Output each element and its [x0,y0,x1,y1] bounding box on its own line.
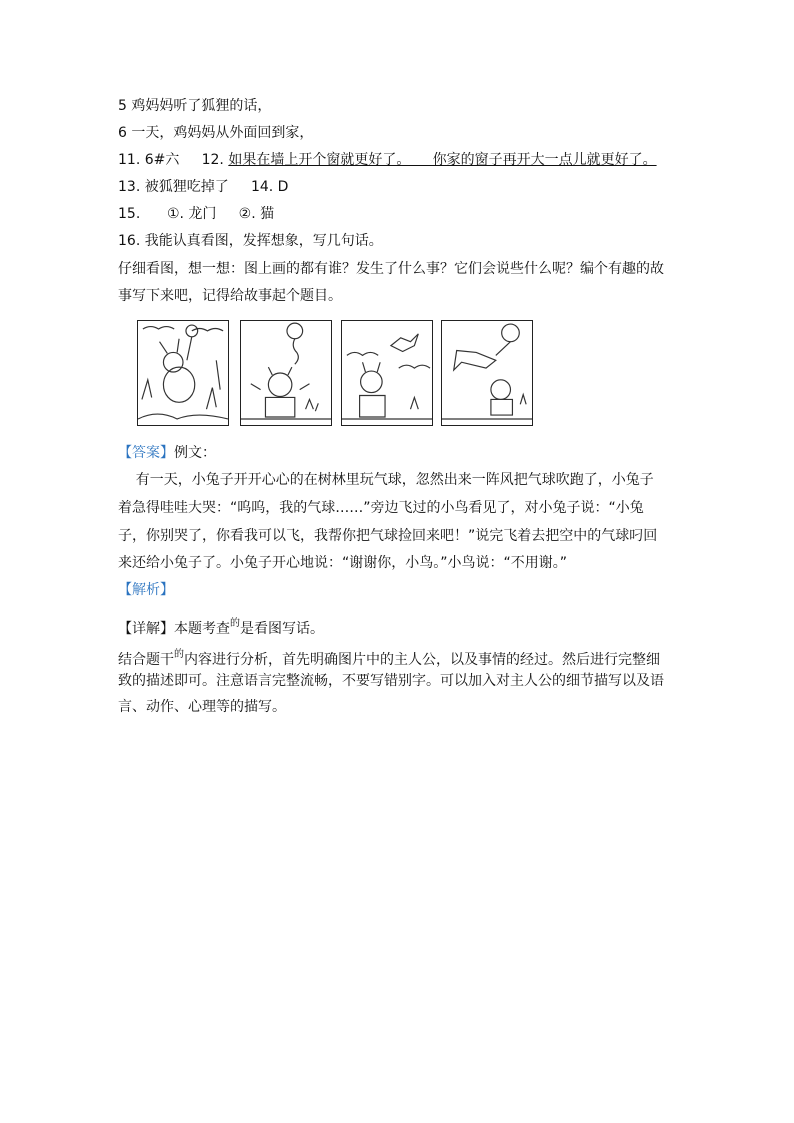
sample-essay-line-4: 来还给小兔子了。小兔子开心地说：“谢谢你，小鸟。”小鸟说：“不用谢。” [118,555,568,571]
prompt-line-1: 仔细看图，想一想：图上画的都有谁？发生了什么事？它们会说些什么呢？编个有趣的故 [118,261,664,277]
sample-essay-line-2: 着急得哇哇大哭：“呜呜，我的气球……”旁边飞过的小鸟看见了，对小兔子说：“小兔 [118,500,644,516]
explanation-line-2: 致的描述即可。注意语言完整流畅，不要写错别字。可以加入对主人公的细节描写以及语 [118,673,664,689]
analysis-tag: 【解析】 [118,582,174,598]
answer-heading [118,443,216,463]
explanation-text-b: 内容进行分析，首先明确图片中的主人公，以及事情的经过。然后进行完整细 [184,652,660,668]
answer-line-5: 5 鸡妈妈听了狐狸的话， [118,98,272,114]
picture-panel-2 [240,320,332,426]
picture-panel-3 [341,320,433,426]
picture-panel-1 [137,320,229,426]
picture-panel-4 [441,320,533,426]
sample-essay-line-1: 有一天，小兔子开开心心的在树林里玩气球，忽然出来一阵风把气球吹跑了，小兔子 [118,472,654,488]
answer-line-15: 15. ①. 龙门 ②. 猫 [118,206,275,222]
answer-11: 11. 6#六 12. [118,152,229,168]
explanation-line-3: 言、动作、心理等的描写。 [118,699,286,715]
answer-line-6: 6 一天，鸡妈妈从外面回到家， [118,125,314,141]
detail-text-a: 本题考查 [174,621,230,637]
answer-line-13-14: 13. 被狐狸吃掉了 14. D [118,179,289,195]
explanation-sup: 的 [174,649,184,660]
answer-tag: 【答案】 [118,445,174,461]
explanation-text-a: 结合题干 [118,652,174,668]
answer-label: 例文： [174,445,216,461]
answer-12: 如果在墙上开个窗就更好了。 你家的窗子再开大一点儿就更好了。 [228,152,657,168]
answer-line-11-12 [118,150,657,170]
detail-tag: 【详解】 [118,621,174,637]
sample-essay-line-3: 子，你别哭了，你看我可以飞，我帮你把气球捡回来吧！”说完飞着去把空中的气球叼回 [118,528,658,544]
explanation-line-1 [118,645,660,670]
prompt-line-2: 事写下来吧，记得给故事起个题目。 [118,288,342,304]
detail-text-b: 是看图写话。 [240,621,324,637]
question-16: 16. 我能认真看图，发挥想象，写几句话。 [118,233,383,249]
detail-sup: 的 [230,618,240,629]
detail-line [118,614,324,639]
